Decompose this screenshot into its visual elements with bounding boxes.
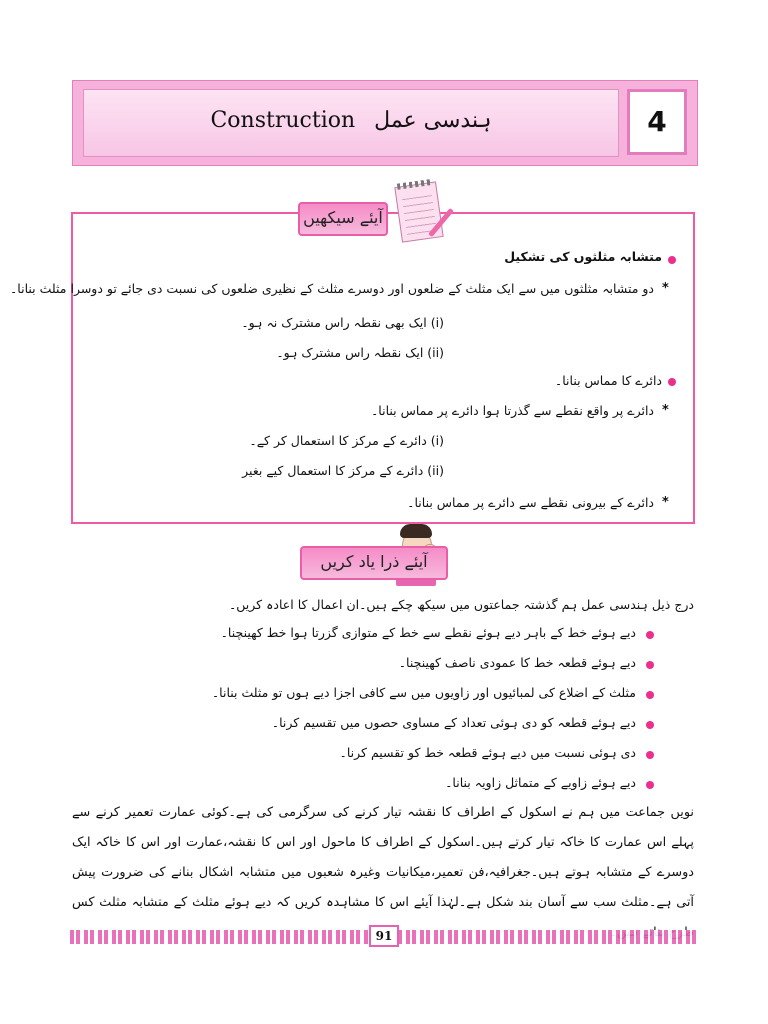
bullet-icon (646, 751, 654, 759)
recall-intro: درج ذیل ہندسی عمل ہم گذشتہ جماعتوں میں سیکھ چکے ہیں۔ان اعمال کا اعادہ کریں۔ (228, 597, 694, 612)
chapter-title-panel (83, 89, 619, 157)
page-number: 91 (369, 925, 399, 947)
learn-heading: آیئے سیکھیں (298, 202, 388, 236)
recall-item: دیے ہوئے قطعہ خط کا عمودی ناصف کھینچنا۔ (398, 655, 636, 670)
chapter-title-english: Construction (210, 108, 356, 133)
bullet-icon (646, 721, 654, 729)
bullet-icon (646, 661, 654, 669)
learn-item: (i) ایک بھی نقطہ راس مشترک نہ ہو۔ (241, 315, 444, 330)
recall-heading: آیئے ذرا یاد کریں (300, 546, 448, 580)
learn-item: متشابہ مثلثوں کی تشکیل (504, 249, 662, 264)
learn-item: (i) دائرے کے مرکز کا استعمال کر کے۔ (249, 433, 444, 448)
learn-item: دو متشابہ مثلثوں میں سے ایک مثلث کے ضلعوں اور دوسرے مثلث کے نظیری ضلعوں کی نسبت دی جائے تو دوسرا مثلث بنانا۔ (9, 281, 654, 296)
asterisk-icon: * (662, 281, 669, 296)
bullet-icon (668, 378, 676, 386)
recall-item: دیے ہوئے زاویے کے متماثل زاویہ بنانا۔ (445, 775, 636, 790)
recall-item: دیے ہوئے خط کے باہر دیے ہوئے نقطے سے خط کے متوازی گزرتا ہوا خط کھینچنا۔ (220, 625, 636, 640)
bullet-icon (668, 256, 676, 264)
chapter-title (84, 108, 618, 133)
chapter-title-urdu: ہندسی عمل (374, 108, 492, 133)
learn-item: دائرے کے بیرونی نقطے سے دائرے پر مماس بنانا۔ (407, 495, 654, 510)
chapter-number: 4 (647, 105, 667, 138)
notepad-icon (394, 181, 443, 242)
learn-item: دائرے پر واقع نقطے سے گذرتا ہوا دائرے پر مماس بنانا۔ (370, 403, 654, 418)
chapter-number-box (627, 89, 687, 155)
intro-paragraph: نویں جماعت میں ہم نے اسکول کے اطراف کا نقشہ تیار کرنے کی سرگرمی کی ہے۔کوئی عمارت تعمیر کرنے سے پہلے اس عمارت کا خاکہ تیار کرتے ہیں۔اسکول کے اطراف کا ماحول اور اس کا نقشہ،عمارت اور اس کا خاکہ ایک دوسرے کے متشابہ ہوتے ہیں۔جغرافیہ،فن تعمیر،میکانیات وغیرہ شعبوں میں متشابہ اشکال بنانے کی ضرورت پیش آتی ہے۔مثلث سب سے آسان بند شکل ہے۔لہٰذا آیئے اس کا مشاہدہ کریں کہ دیے ہوئے مثلث کے متشابہ مثلث کس (72, 805, 694, 910)
bullet-icon (646, 691, 654, 699)
asterisk-icon: * (662, 495, 669, 510)
bullet-icon (646, 781, 654, 789)
bullet-icon (646, 631, 654, 639)
recall-item: دیے ہوئے قطعہ کو دی ہوئی تعداد کے مساوی حصوں میں تقسیم کرنا۔ (271, 715, 636, 730)
asterisk-icon: * (662, 403, 669, 418)
chapter-banner (72, 80, 698, 166)
learn-item: دائرے کا مماس بنانا۔ (554, 373, 662, 388)
recall-item: مثلث کے اضلاع کی لمبائیوں اور زاویوں میں سے کافی اجزا دیے ہوں تو مثلث بنانا۔ (211, 685, 636, 700)
learn-item: (ii) ایک نقطہ راس مشترک ہو۔ (276, 345, 444, 360)
learn-item: (ii) دائرے کے مرکز کا استعمال کیے بغیر (242, 463, 444, 478)
recall-item: دی ہوئی نسبت میں دیے ہوئے قطعہ خط کو تقسیم کرنا۔ (339, 745, 636, 760)
